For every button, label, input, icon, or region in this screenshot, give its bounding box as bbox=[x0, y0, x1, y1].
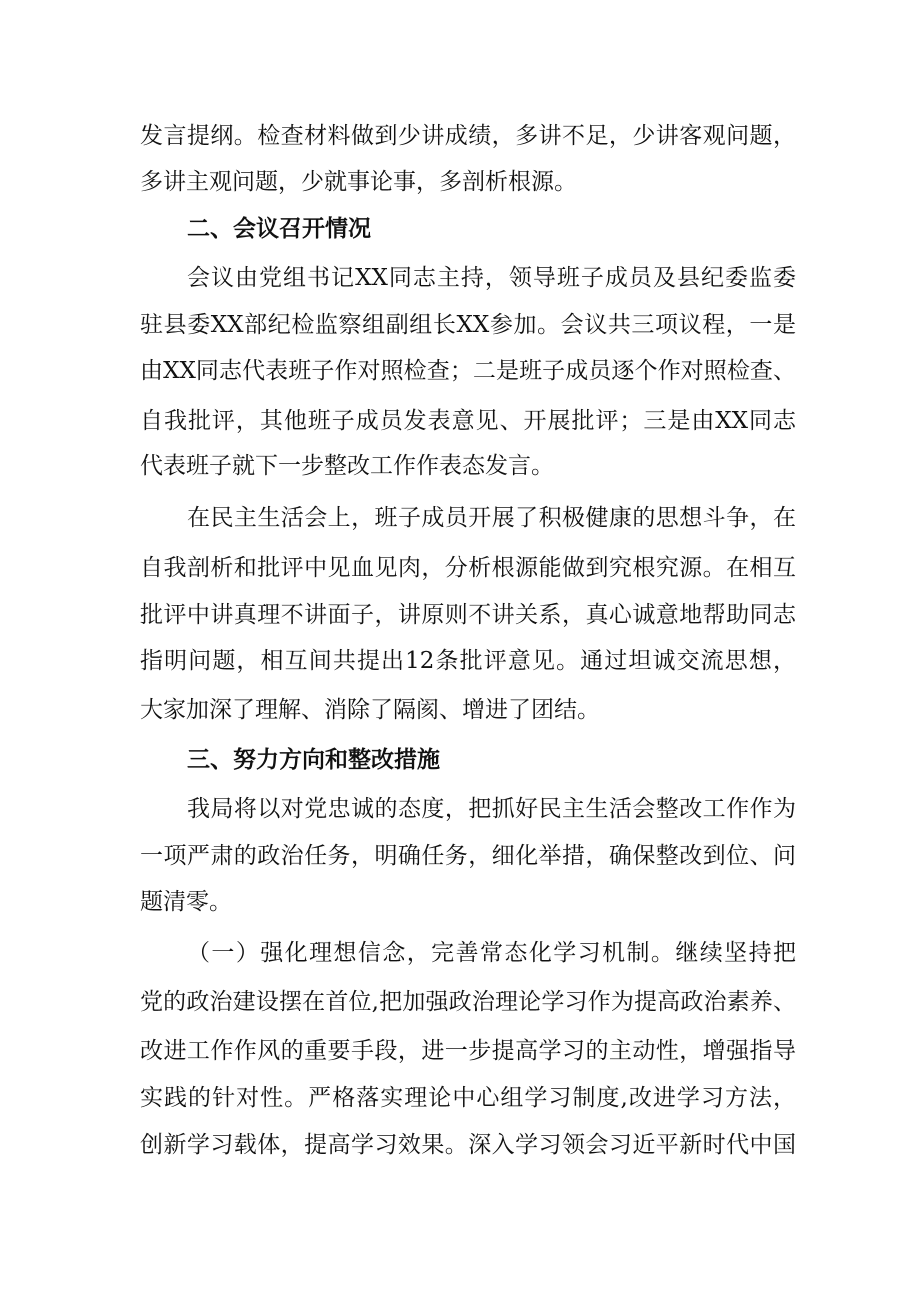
paragraph-line: 代表班子就下一步整改工作作表态发言。 bbox=[140, 453, 554, 479]
paragraph-line: 我局将以对党忠诚的态度，把抓好民主生活会整改工作作为 bbox=[187, 796, 796, 822]
paragraph-line: 多讲主观问题，少就事论事，多剖析根源。 bbox=[140, 169, 577, 195]
subsection-line: （一）强化理想信念，完善常态化学习机制。继续坚持把 bbox=[187, 940, 796, 966]
paragraph-line: 驻县委XX部纪检监察组副组长XX参加。会议共三项议程，一是 bbox=[140, 312, 796, 338]
section-heading-2: 二、会议召开情况 bbox=[187, 216, 371, 242]
section-heading-3: 三、努力方向和整改措施 bbox=[187, 747, 440, 773]
paragraph-line: 题清零。 bbox=[140, 889, 232, 915]
paragraph-line: 在民主生活会上，班子成员开展了积极健康的思想斗争，在 bbox=[187, 505, 796, 531]
paragraph-line: 指明问题，相互间共提出12条批评意见。通过坦诚交流思想， bbox=[140, 648, 796, 674]
paragraph-line: 自我剖析和批评中见血见肉，分析根源能做到究根究源。在相互 bbox=[140, 555, 796, 581]
paragraph-line: 自我批评，其他班子成员发表意见、开展批评；三是由XX同志 bbox=[140, 408, 796, 434]
paragraph-line: 实践的针对性。严格落实理论中心组学习制度,改进学习方法， bbox=[140, 1085, 796, 1111]
paragraph-line: 一项严肃的政治任务，明确任务，细化举措，确保整改到位、问 bbox=[140, 843, 796, 869]
paragraph-line: 创新学习载体，提高学习效果。深入学习领会习近平新时代中国 bbox=[140, 1132, 796, 1158]
paragraph-line: 发言提纲。检查材料做到少讲成绩，多讲不足，少讲客观问题， bbox=[140, 123, 796, 149]
paragraph-line: 由XX同志代表班子作对照检查；二是班子成员逐个作对照检查、 bbox=[140, 358, 796, 384]
paragraph-line: 会议由党组书记XX同志主持，领导班子成员及县纪委监委 bbox=[187, 265, 796, 291]
paragraph-line: 改进工作作风的重要手段，进一步提高学习的主动性，增强指导 bbox=[140, 1038, 796, 1064]
paragraph-line: 党的政治建设摆在首位,把加强政治理论学习作为提高政治素养、 bbox=[140, 989, 796, 1015]
paragraph-line: 批评中讲真理不讲面子，讲原则不讲关系，真心诚意地帮助同志 bbox=[140, 602, 796, 628]
paragraph-line: 大家加深了理解、消除了隔阂、增进了团结。 bbox=[140, 697, 600, 723]
